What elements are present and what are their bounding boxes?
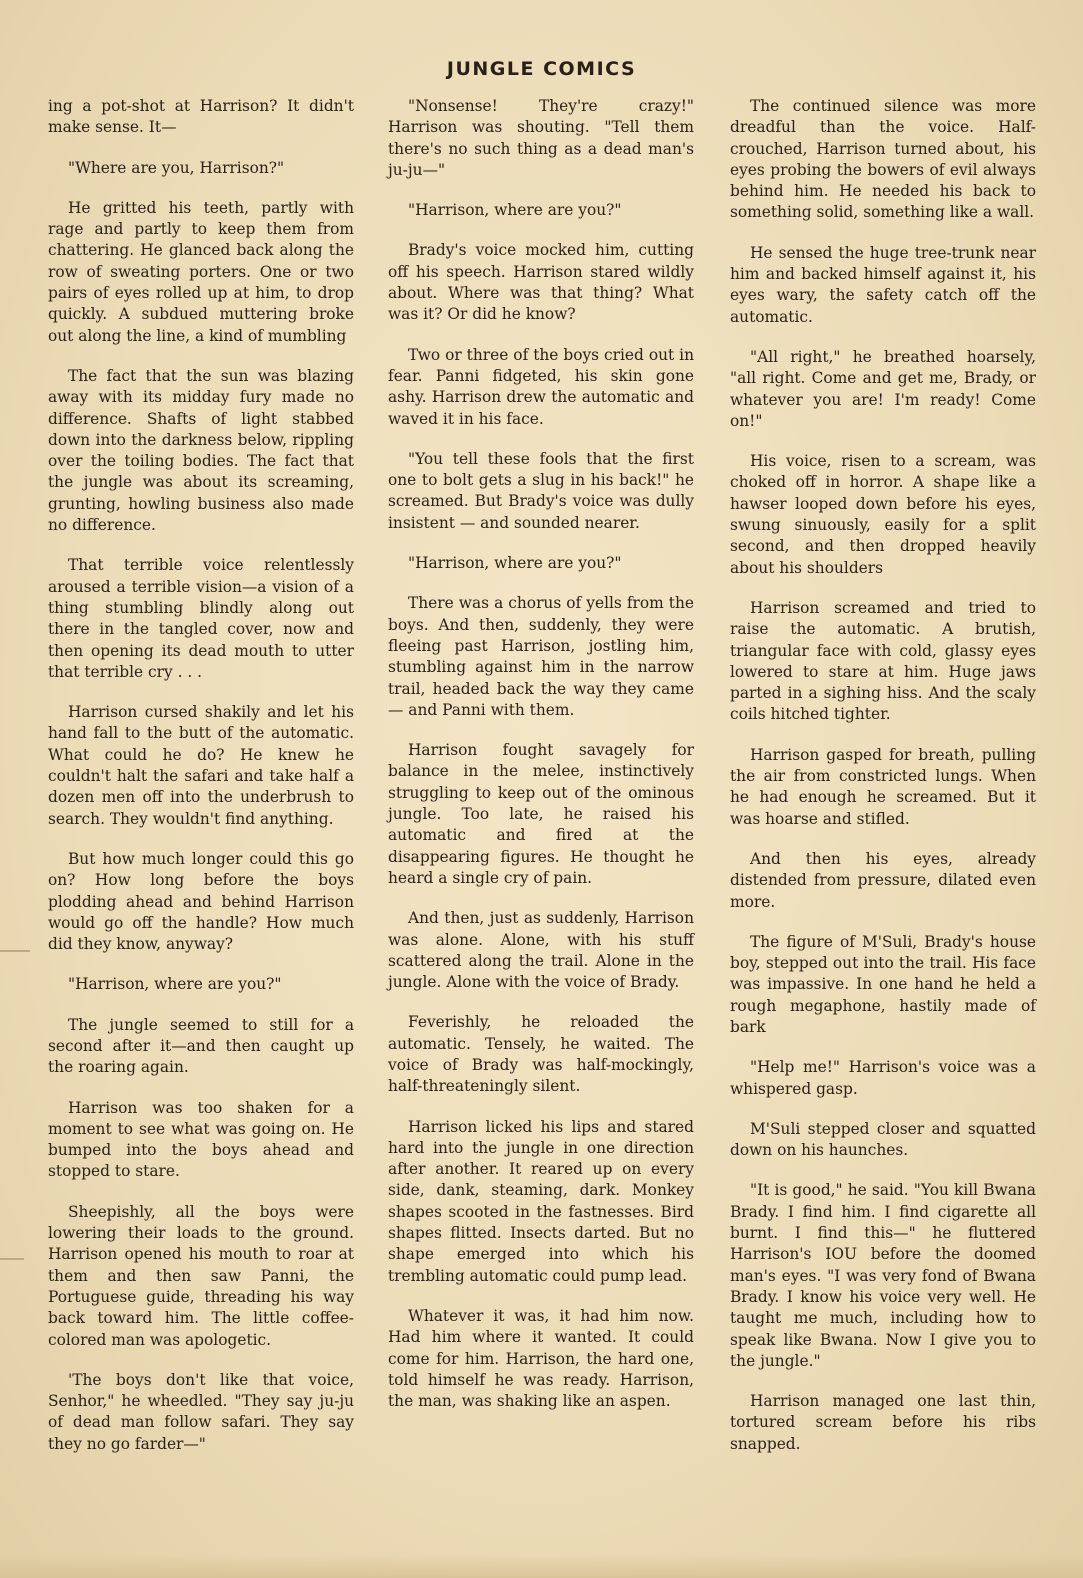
paragraph: "Help me!" Harrison's voice was a whispered gasp. — [730, 1058, 1036, 1098]
paragraph: His voice, risen to a scream, was choked off in horror. A shape like a hawser looped down before his eyes, swung sinuously, easily for a split second, and then dropped heavily about his shoulders — [730, 452, 1036, 577]
paragraph: ing a pot-shot at Harrison? It didn't make sense. It— — [48, 97, 354, 137]
text-column-2 — [388, 96, 694, 1412]
paragraph: "It is good," he said. "You kill Bwana Brady. I find him. I find cigarette all burnt. I find this—" he fluttered Harrison's IOU before the doomed man's eyes. "I was very fond of Bwana Brady. I know his voice very well. He taught me much, including how to speak like Bwana. Now I give you to the jungle." — [730, 1181, 1036, 1370]
paragraph: Harrison was too shaken for a moment to see what was going on. He bumped into the boys ahead and stopped to stare. — [48, 1098, 354, 1181]
paragraph: "Harrison, where are you?" — [68, 975, 282, 994]
text-column-3 — [730, 96, 1036, 1455]
margin-mark — [0, 1258, 24, 1260]
paragraph: Harrison licked his lips and stared hard into the jungle in one direction after another. It reared up on every side, dank, steaming, dark. Monkey shapes scooted in the fastnesses. Bird shapes flitted. Insects darted. But no shape emerged into which his trembling automatic could pump lead. — [388, 1117, 694, 1285]
paragraph: There was a chorus of yells from the boys. And then, suddenly, they were fleeing past Harrison, jostling him, stumbling against him in the narrow trail, headed back the way they came — and Panni with them. — [388, 594, 694, 719]
paragraph: "Nonsense! They're crazy!" Harrison was shouting. "Tell them there's no such thing as a dead man's ju-ju—" — [388, 97, 694, 179]
paragraph: Whatever it was, it had him now. Had him where it wanted. It could come for him. Harrison, the hard one, told himself he was ready. Harrison, the man, was shaking like an aspen. — [388, 1306, 694, 1411]
paragraph: Two or three of the boys cried out in fear. Panni fidgeted, his skin gone ashy. Harrison drew the automatic and waved it in his face. — [388, 345, 694, 428]
paragraph: And then, just as suddenly, Harrison was alone. Alone, with his stuff scattered along the trail. Alone in the jungle. Alone with the voice of Brady. — [388, 909, 694, 992]
paragraph: Harrison screamed and tried to raise the automatic. A brutish, triangular face with cold, glassy eyes lowered to stare at him. Huge jaws parted in a sighing hiss. And the scaly coils hitched tighter. — [730, 598, 1036, 724]
text-column-1 — [48, 96, 354, 1455]
paragraph: "Harrison, where are you?" — [408, 201, 622, 220]
paragraph: "Where are you, Harrison?" — [68, 158, 285, 177]
paragraph: "You tell these fools that the first one to bolt gets a slug in his back!" he screamed. But Brady's voice was dully insistent — and sounded nearer. — [388, 449, 694, 532]
paragraph: Sheepishly, all the boys were lowering their loads to the ground. Harrison opened his mouth to roar at them and then saw Panni, the Portuguese guide, threading his way back toward him. The little coffee-colored man was apologetic. — [48, 1202, 354, 1349]
paragraph: M'Suli stepped closer and squatted down on his haunches. — [730, 1119, 1036, 1160]
paragraph: Feverishly, he reloaded the automatic. Tensely, he waited. The voice of Brady was half-mockingly, half-threateningly silent. — [388, 1013, 694, 1096]
paragraph: But how much longer could this go on? How long before the boys plodding ahead and behind Harrison would go off the handle? How much did they know, anyway? — [48, 849, 354, 954]
paragraph: Harrison gasped for breath, pulling the air from constricted lungs. When he had enough he screamed. But it was hoarse and stifled. — [730, 745, 1036, 828]
paragraph: The figure of M'Suli, Brady's house boy, stepped out into the trail. His face was impassive. In one hand he held a rough megaphone, hastily made of bark — [730, 932, 1036, 1036]
paragraph: Harrison cursed shakily and let his hand fall to the butt of the automatic. What could he do? He knew he couldn't halt the safari and take half a dozen men off into the underbrush to search. They wouldn't find anything. — [48, 703, 354, 828]
page-header-title: JUNGLE COMICS — [446, 58, 637, 80]
paragraph: 'The boys don't like that voice, Senhor," he wheedled. "They say ju-ju of dead man follow safari. They say they no go farder—" — [48, 1370, 354, 1453]
paragraph: The jungle seemed to still for a second after it—and then caught up the roaring again. — [48, 1015, 354, 1077]
paragraph: He gritted his teeth, partly with rage and partly to keep them from chattering. He glanced back along the row of sweating porters. One or two pairs of eyes rolled up at him, to drop quickly. A subdued muttering broke out along the line, a kind of mumbling — [48, 198, 354, 345]
margin-mark — [0, 950, 30, 952]
paragraph: He sensed the huge tree-trunk near him and backed himself against it, his eyes wary, the safety catch off the automatic. — [730, 243, 1036, 326]
paragraph: The fact that the sun was blazing away with its midday fury made no difference. Shafts of light stabbed down into the darkness below, rippling over the toiling bodies. The fact that the jungle was about its screaming, grunting, howling business also made no difference. — [48, 366, 354, 535]
paragraph: "Harrison, where are you?" — [408, 554, 622, 573]
paragraph: Harrison fought savagely for balance in the melee, instinctively struggling to keep out of the ominous jungle. Too late, he raised his automatic and fired at the disappearing figures. He thought he heard a single cry of pain. — [388, 741, 694, 887]
paragraph: That terrible voice relentlessly aroused a terrible vision—a vision of a thing stumbling blindly along out there in the tangled cover, now and then opening its dead mouth to utter that terrible cry . . . — [48, 556, 354, 681]
paragraph: And then his eyes, already distended from pressure, dilated even more. — [730, 849, 1036, 911]
paragraph: Brady's voice mocked him, cutting off his speech. Harrison stared wildly about. Where was that thing? What was it? Or did he know? — [388, 241, 694, 324]
paragraph: "All right," he breathed hoarsely, "all right. Come and get me, Brady, or whatever you are! I'm ready! Come on!" — [730, 347, 1036, 430]
paragraph: The continued silence was more dreadful than the voice. Half-crouched, Harrison turned about, his eyes probing the bowers of evil always behind him. He needed his back to something solid, something like a wall. — [730, 97, 1036, 222]
paragraph: Harrison managed one last thin, tortured scream before his ribs snapped. — [730, 1392, 1036, 1453]
page-edge-shading — [0, 1554, 1083, 1578]
